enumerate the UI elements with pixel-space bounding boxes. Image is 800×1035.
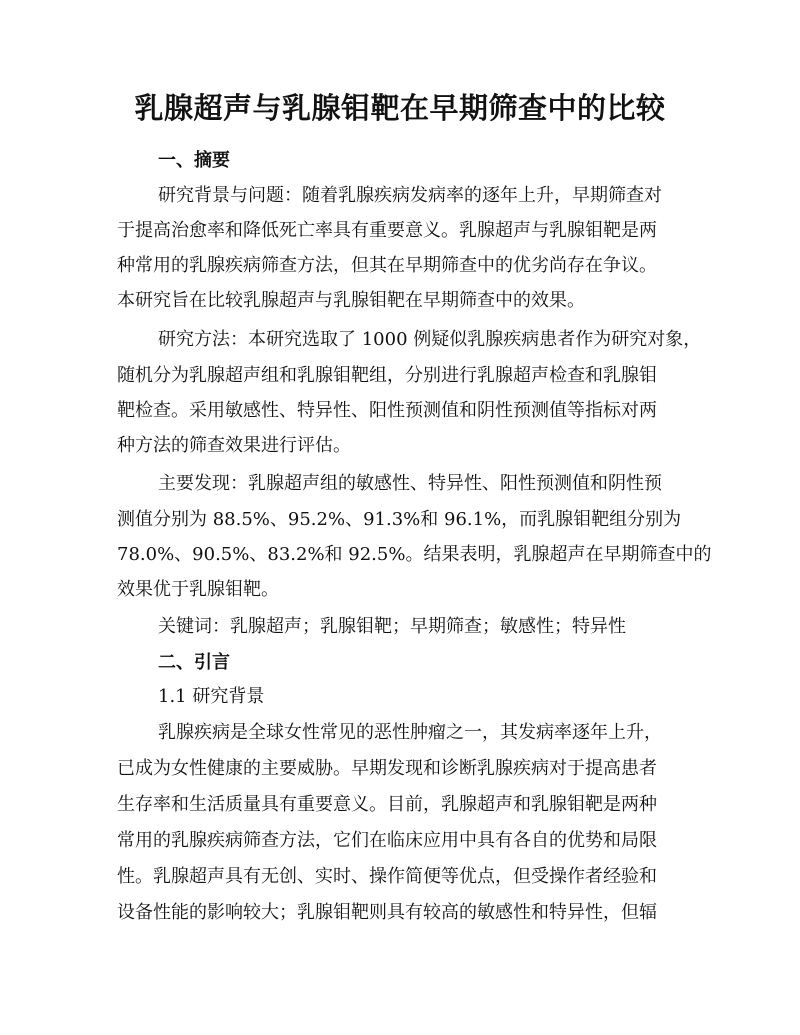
paragraph-line: 种方法的筛查效果进行评估。: [117, 435, 351, 456]
paragraph-line: 乳腺疾病是全球女性常见的恶性肿瘤之一，其发病率逐年上升，: [158, 722, 662, 743]
paragraph-line: 设备性能的影响较大；乳腺钼靶则具有较高的敏感性和特异性，但辐: [117, 902, 657, 923]
paragraph-line: 78.0%、90.5%、83.2%和 92.5%。结果表明，乳腺超声在早期筛查中的: [117, 544, 712, 565]
paragraph-line: 效果优于乳腺钼靶。: [117, 579, 279, 600]
paragraph-line: 本研究旨在比较乳腺超声与乳腺钼靶在早期筛查中的效果。: [117, 290, 585, 311]
subsection-heading-background: 1.1 研究背景: [158, 686, 265, 707]
section-heading-introduction: 二、引言: [158, 652, 230, 673]
paragraph-line: 种常用的乳腺疾病筛查方法，但其在早期筛查中的优劣尚存在争议。: [117, 255, 657, 276]
paragraph-line: 靶检查。采用敏感性、特异性、阳性预测值和阴性预测值等指标对两: [117, 400, 657, 421]
paragraph-line: 主要发现：乳腺超声组的敏感性、特异性、阳性预测值和阴性预: [158, 473, 662, 494]
paragraph-line: 已成为女性健康的主要威胁。早期发现和诊断乳腺疾病对于提高患者: [117, 758, 657, 779]
paragraph-line: 随机分为乳腺超声组和乳腺钼靶组，分别进行乳腺超声检查和乳腺钼: [117, 365, 657, 386]
paragraph-line: 于提高治愈率和降低死亡率具有重要意义。乳腺超声与乳腺钼靶是两: [117, 220, 657, 241]
section-heading-abstract: 一、摘要: [158, 150, 230, 171]
paragraph-line: 生存率和生活质量具有重要意义。目前，乳腺超声和乳腺钼靶是两种: [117, 794, 657, 815]
keywords-line: 关键词：乳腺超声；乳腺钼靶；早期筛查；敏感性；特异性: [158, 616, 626, 637]
paragraph-line: 性。乳腺超声具有无创、实时、操作简便等优点，但受操作者经验和: [117, 866, 657, 887]
paragraph-line: 研究方法：本研究选取了 1000 例疑似乳腺疾病患者作为研究对象，: [158, 329, 702, 350]
paragraph-line: 研究背景与问题：随着乳腺疾病发病率的逐年上升，早期筛查对: [158, 185, 662, 206]
document-title: 乳腺超声与乳腺钼靶在早期筛查中的比较: [134, 91, 666, 125]
paragraph-line: 测值分别为 88.5%、95.2%、91.3%和 96.1%，而乳腺钼靶组分别为: [117, 509, 682, 530]
paragraph-line: 常用的乳腺疾病筛查方法，它们在临床应用中具有各自的优势和局限: [117, 830, 657, 851]
